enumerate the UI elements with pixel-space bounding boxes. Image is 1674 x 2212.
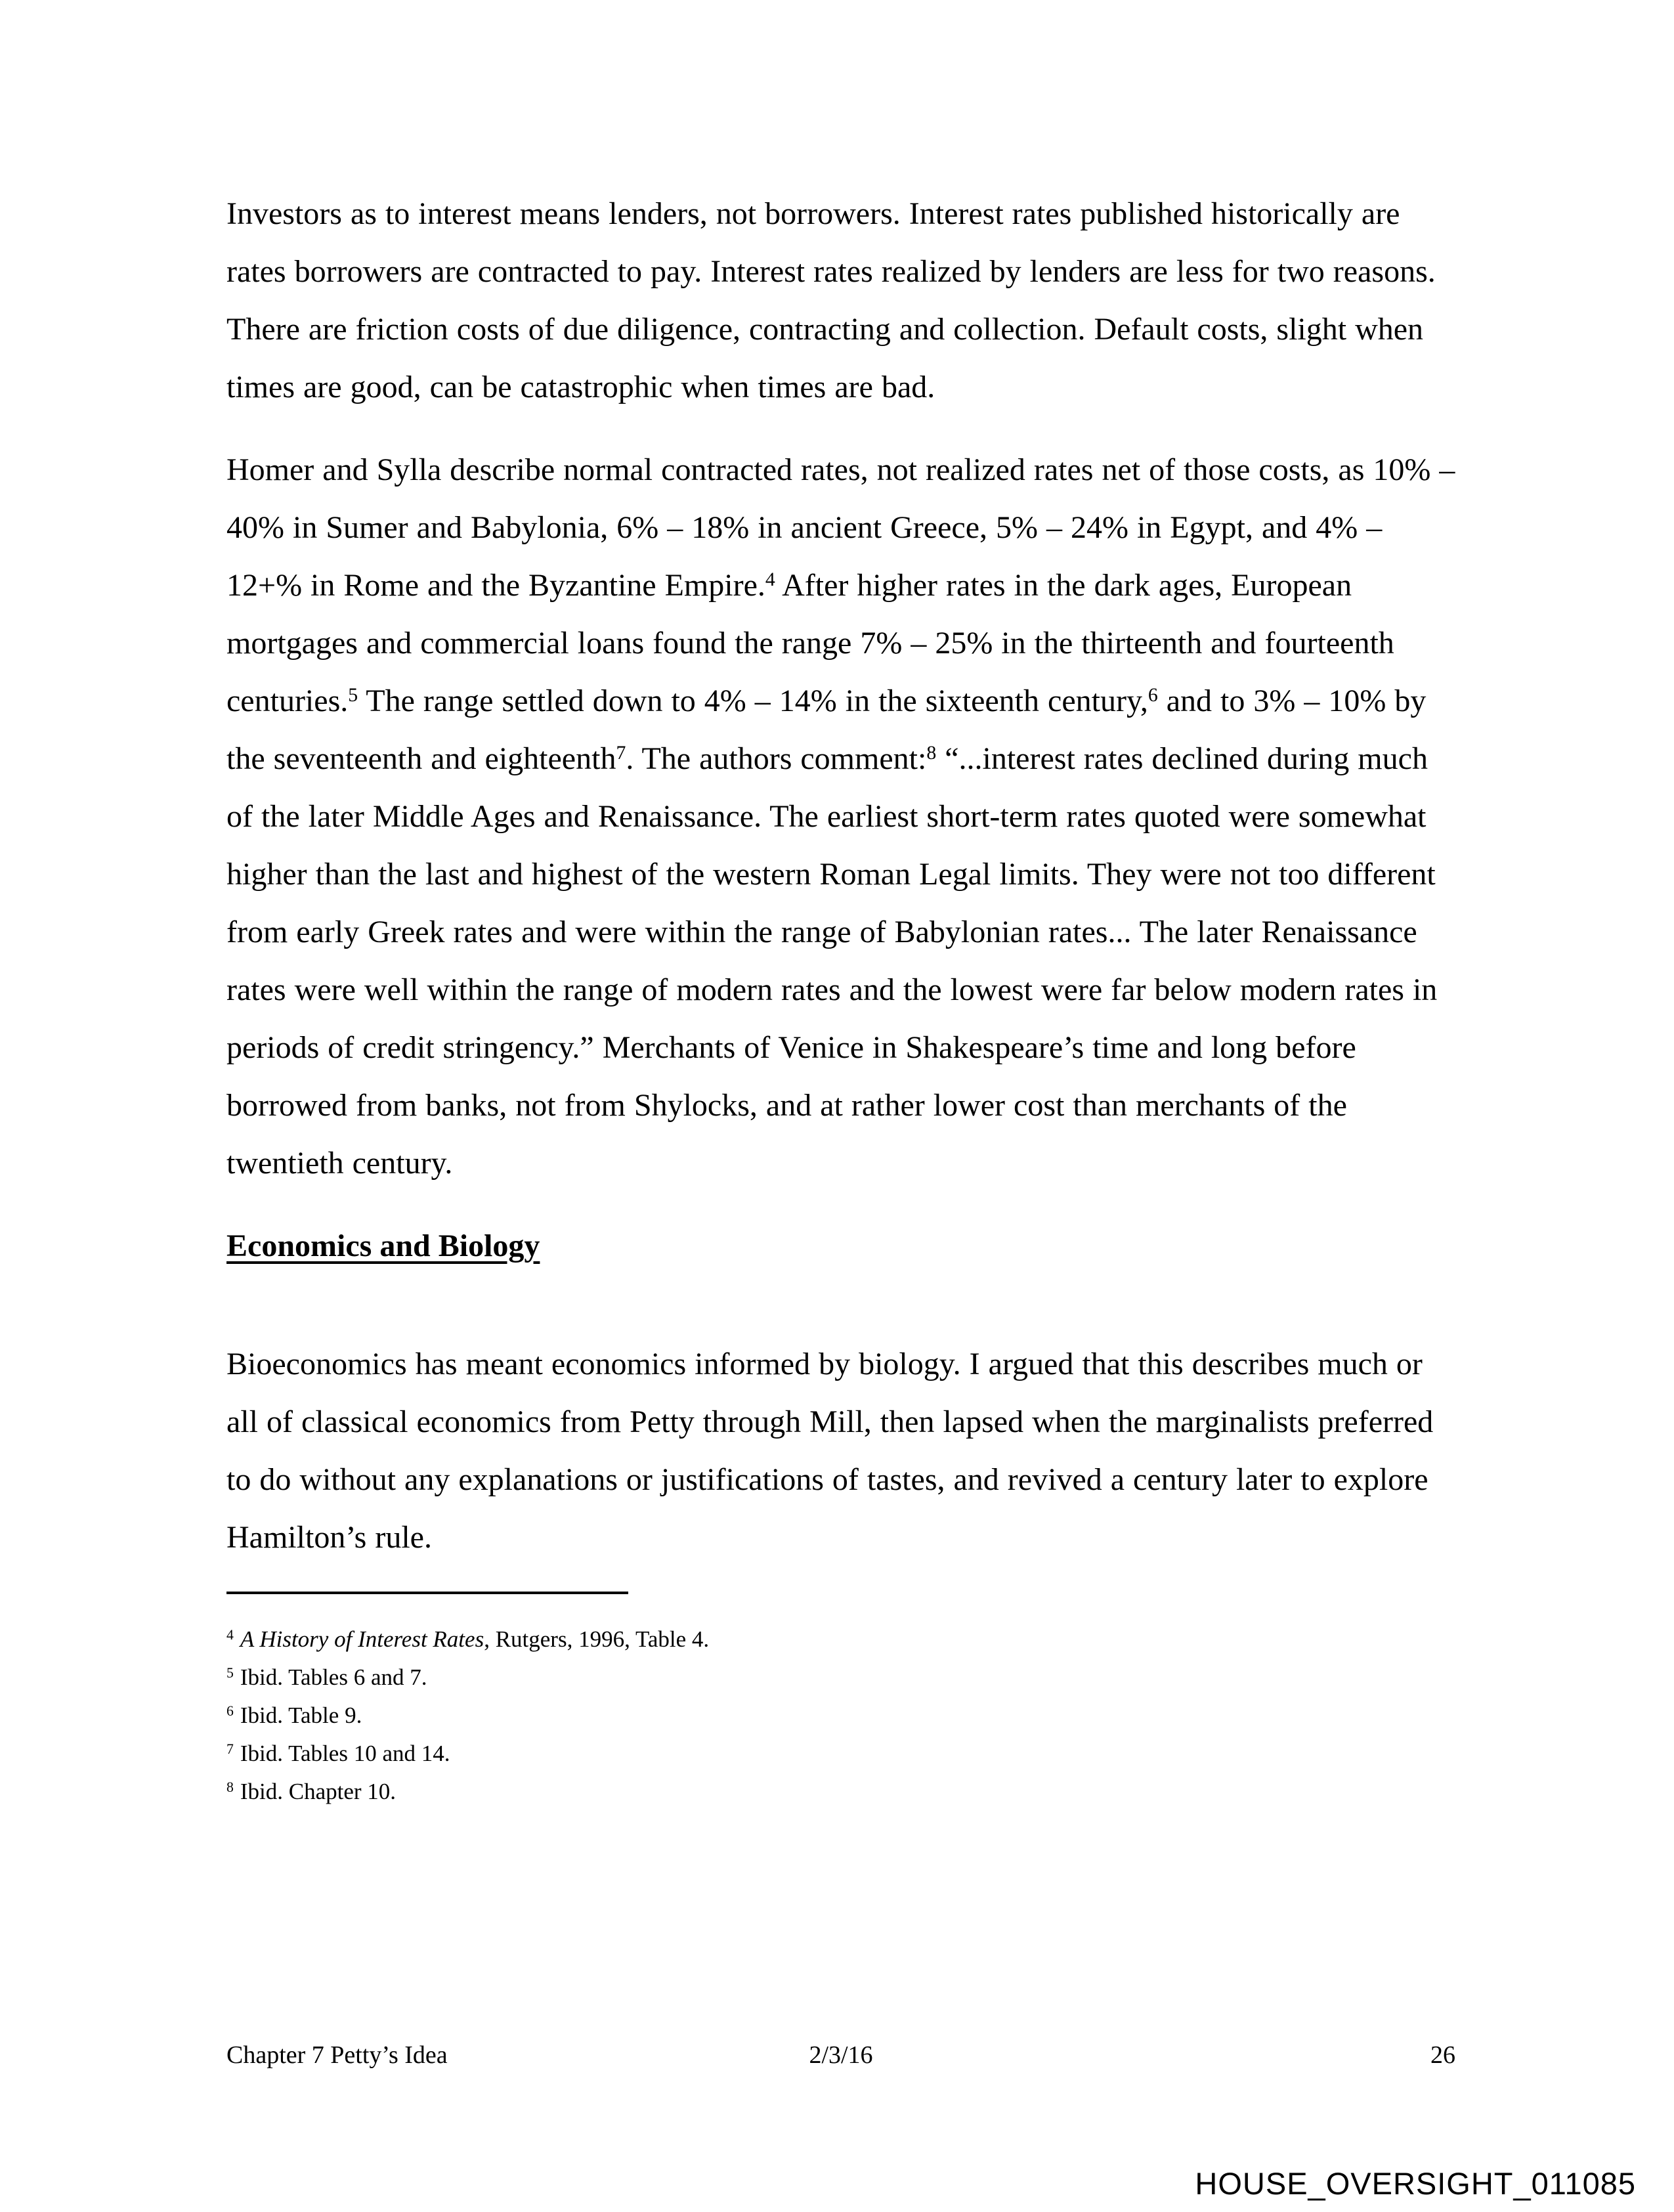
footnote-7	[226, 1735, 1455, 1773]
footer-chapter-title: Chapter 7 Petty’s Idea	[226, 2041, 448, 2069]
footnote-separator-line	[226, 1592, 628, 1594]
paragraph-investors-interest: Investors as to interest means lenders, not borrowers. Interest rates published historically are rates borrowers are contracted to pay. Interest rates realized by lenders are less for two reasons. There are friction costs of due diligence, contracting and collection. Default costs, slight when times are good, can be catastrophic when times are bad.	[226, 196, 1436, 404]
footnote-4-marker: 4	[226, 1627, 234, 1643]
paragraph-bioeconomics: Bioeconomics has meant economics informed by biology. I argued that this describes much or all of classical economics from Petty through Mill, then lapsed when the marginalists preferred to do without any explanations or justifications of tastes, and revived a century later to explore Hamilton’s rule.	[226, 1347, 1434, 1555]
footnote-4-text: A History of Interest Rates, Rutgers, 1996, Table 4.	[240, 1626, 710, 1652]
footnote-6	[226, 1697, 1455, 1735]
bates-stamp: HOUSE_OVERSIGHT_011085	[1195, 2166, 1636, 2201]
footnote-reference: 4	[765, 569, 775, 591]
footnote-7-text: Ibid. Tables 10 and 14.	[240, 1741, 450, 1766]
footnote-4	[226, 1620, 1455, 1659]
footnotes-section	[226, 1592, 1455, 1811]
footnote-7-marker: 7	[226, 1741, 234, 1758]
footnote-reference: 8	[926, 742, 937, 764]
footnote-6-marker: 6	[226, 1703, 234, 1720]
footnote-reference: 7	[616, 742, 626, 764]
footnote-8-marker: 8	[226, 1779, 234, 1796]
footnote-reference: 5	[348, 684, 358, 706]
section-heading-economics-and-biology: Economics and Biology	[226, 1228, 540, 1263]
footnote-5-text: Ibid. Tables 6 and 7.	[240, 1664, 427, 1690]
footnote-5-marker: 5	[226, 1665, 234, 1681]
footnote-6-text: Ibid. Table 9.	[240, 1702, 362, 1728]
footer-page-number: 26	[1430, 2041, 1455, 2069]
footnote-5	[226, 1659, 1455, 1697]
page-body	[226, 185, 1455, 1811]
page-footer	[226, 2039, 1455, 2071]
footnote-8	[226, 1773, 1455, 1811]
footnote-reference: 6	[1148, 684, 1158, 706]
footnote-8-text: Ibid. Chapter 10.	[240, 1779, 397, 1804]
paragraph-homer-sylla-rates: Homer and Sylla describe normal contracted rates, not realized rates net of those costs, as 10% – 40% in Sumer and Babylonia, 6% – 18% in ancient Greece, 5% – 24% in Egypt, and 4% – 12+% in Rome and the Byzantine Empire.$^4$ After higher rates in the dark ages, European mortgages and commercial loans found the range 7% – 25% in the thirteenth and fourteenth centuries.$^5$ The range settled down to 4% – 14% in the sixteenth century,$^6$ and to 3% – 10% by the seventeenth and eighteenth$^7$. The authors comment:$^8$ “...interest rates declined during much of the later Middle Ages and Renaissance. The earliest short-term rates quoted were somewhat higher than the last and highest of the western Roman Legal limits. They were not too different from early Greek rates and were within the range of Babylonian rates... The later Renaissance rates were well within the range of modern rates and the lowest were far below modern rates in periods of credit stringency.” Merchants of Venice in Shakespeare’s time and long before borrowed from banks, not from Shylocks, and at rather lower cost than merchants of the twentieth century.	[226, 452, 1455, 1181]
footer-date: 2/3/16	[809, 2041, 873, 2069]
